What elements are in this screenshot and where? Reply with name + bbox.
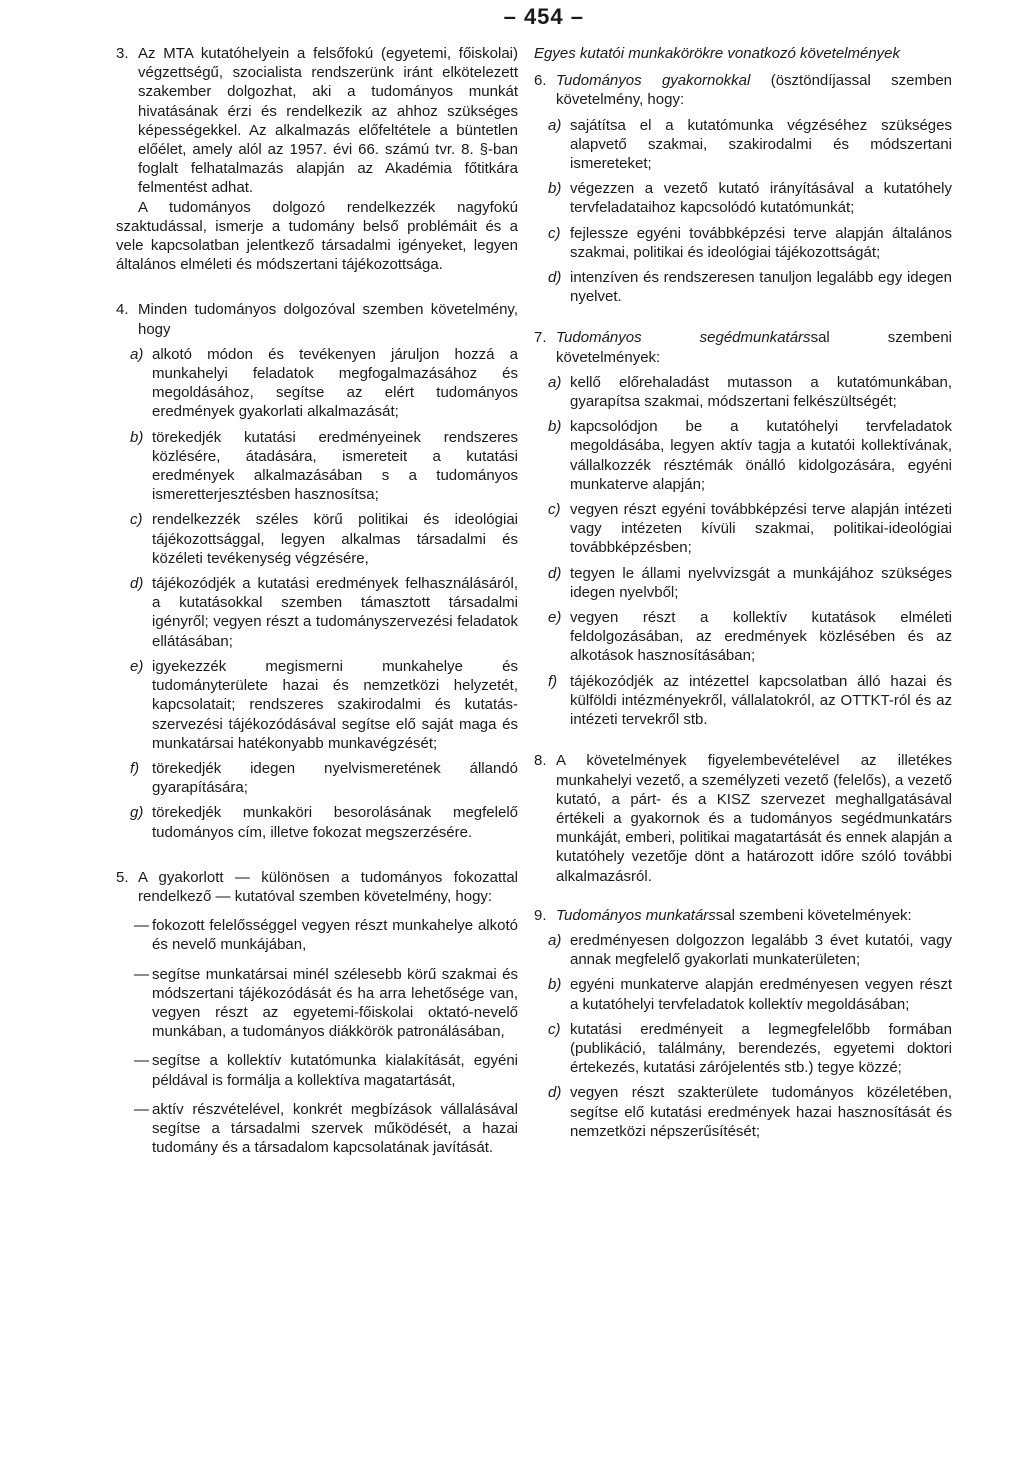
list-label: f) [130, 759, 140, 777]
list-label: e) [130, 657, 144, 675]
list-item [534, 608, 952, 666]
list-label: d) [130, 575, 144, 593]
item-number: 8. [534, 752, 547, 770]
list-item [534, 268, 952, 306]
list-text: tájékozódjék a kutatási eredmények felhasználásáról, a kutatásokkal szemben támasztott társadalmi igényről; vegyen részt a tudományszervezési feladatok ellátásában; [152, 575, 518, 650]
list-item [116, 759, 518, 797]
item-9 [534, 906, 952, 1141]
list-text: kutatási eredményeit a legmegfelelőbb formában (publikáció, találmány, berendezés, egyetemi doktori értekezés, kutatási zárójelentés stb.) tegye közzé; [570, 1020, 952, 1077]
list-text: törekedjék kutatási eredményeinek rendszeres közlésére, átadására, ismereteit a kutatási eredmények alkalmazásában s a tudományos ismeretterjesztésben hasznosítsa; [152, 428, 518, 504]
item-6-lead-emphasis: Tudományos gyakornokkal [556, 72, 751, 90]
list-text: eredményesen dolgozzon legalább 3 évet kutatói, vagy annak megfelelő gyakorlati munkaterületen; [570, 931, 952, 969]
list-label: d) [548, 564, 562, 582]
item-9-lead-rest: sal szembeni követelmények: [715, 906, 912, 924]
list-label: c) [548, 501, 561, 519]
item-8-text: A követelmények figyelembevételével az illetékes munkahelyi vezető, a személyzeti vezető (felelős), a vezető kutató, a párt- és a KISZ szervezet meghallgatásával értékeli a gyakornok és a tudományos segédmunkatárs munkáját, emberi, politikai magatartását és ennek alapján a kutatóhely vezetője dönt a határozott időre szóló további alkalmazásról. [556, 752, 952, 885]
list-text: törekedjék idegen nyelvismeretének állandó gyarapítására; [152, 759, 518, 797]
list-text: sajátítsa el a kutatómunka végzéséhez szükséges alapvető szakmai, szakirodalmi és módszertani ismereteket; [570, 116, 952, 173]
item-3 [116, 44, 518, 274]
list-item [534, 564, 952, 602]
dash-label: — [134, 917, 149, 935]
item-9-lead-emphasis: Tudományos munkatárs [556, 906, 716, 924]
list-item [534, 975, 952, 1013]
item-number: 9. [534, 906, 547, 924]
list-item [534, 224, 952, 262]
item-6 [534, 71, 952, 306]
section-title: Egyes kutatói munkakörökre vonatkozó követelmények [534, 45, 901, 62]
list-text: törekedjék munkaköri besorolásának megfelelő tudományos cím, illetve fokozat megszerzésére. [152, 804, 518, 841]
list-text: vegyen részt szakterülete tudományos közéletében, segítse elő kutatási eredmények hazai hasznosítását és nemzetközi népszerűsítését; [570, 1084, 952, 1140]
list-label: a) [130, 345, 144, 363]
item-7-lead [556, 328, 952, 366]
list-text: kapcsolódjon be a kutatóhelyi tervfeladatok megoldásába, legyen aktív tagja a kutatói kollektívának, vállalkozzék résztémák önálló kidolgozására, egyéni munkaterve alapján; [570, 418, 952, 493]
list-label: a) [548, 931, 562, 949]
item-6-lead [556, 71, 952, 109]
list-text: intenzíven és rendszeresen tanuljon legalább egy idegen nyelvet. [570, 269, 952, 306]
item-4 [116, 300, 518, 841]
list-item [116, 916, 518, 954]
list-item [534, 1083, 952, 1141]
item-3-paragraph-2: A tudományos dolgozó rendelkezzék nagyfokú szaktudással, ismerje a tudomány belső problémáit és a vele kapcsolatban jelentkező társadalmi igényeket, legyen általános elméleti és módszertani tájékozottsága. [116, 198, 518, 274]
item-9-lead [556, 906, 952, 925]
item-7 [534, 328, 952, 729]
list-label: b) [130, 428, 144, 446]
item-7-lead-emphasis: Tudományos segédmunkatárs [556, 329, 811, 347]
list-text: fejlessze egyéni továbbképzési terve alapján általános szakmai, politikai és ideológiai tájékozottságát; [570, 224, 952, 261]
item-number: 5. [116, 868, 129, 886]
list-label: a) [548, 373, 562, 391]
list-text: vegyen részt egyéni továbbképzési terve alapján intézeti vagy intézeten kívüli szakmai, politikai-ideológiai továbbképzésben; [570, 501, 952, 557]
list-item [534, 500, 952, 558]
list-item [116, 345, 518, 422]
list-item [534, 1020, 952, 1078]
dash-label: — [134, 965, 149, 983]
list-text: végezzen a vezető kutató irányításával a kutatóhely tervfeladataihoz kapcsolódó kutatómunkát; [570, 180, 952, 217]
left-column [116, 44, 518, 1175]
list-label: d) [548, 1084, 562, 1102]
list-item [534, 931, 952, 969]
item-7-lead-rest: sal szembeni követelmények: [556, 329, 952, 366]
list-item [534, 417, 952, 494]
right-column [534, 44, 952, 1159]
list-text: tájékozódjék az intézettel kapcsolatban álló hazai és külföldi intézményekről, vállalatokról, az OTTKT-ról és az intézeti tervekről stb. [570, 672, 952, 729]
item-number: 6. [534, 72, 547, 90]
item-6-lead-rest: (ösztöndíjassal szemben követelmény, hogy: [556, 72, 953, 109]
list-item [534, 672, 952, 730]
list-item [534, 116, 952, 174]
list-label: c) [548, 1020, 561, 1038]
item-5 [116, 868, 518, 1158]
item-5-text: A gyakorlott — különösen a tudományos fokozattal rendelkező — kutatóval szemben követelmény, hogy: [138, 868, 518, 905]
list-item [116, 803, 518, 841]
list-text: egyéni munkaterve alapján eredményesen vegyen részt a kutatóhelyi tervfeladatok kollektív megoldásában; [570, 976, 952, 1013]
list-text: tegyen le állami nyelvvizsgát a munkájához szükséges idegen nyelvből; [570, 564, 952, 601]
list-label: c) [548, 224, 561, 242]
list-label: b) [548, 418, 562, 436]
list-text: segítse a kollektív kutatómunka kialakítását, egyéni példával is formálja a kollektíva magatartását, [152, 1052, 518, 1089]
dash-label: — [134, 1052, 149, 1070]
dash-label: — [134, 1100, 149, 1118]
list-text: alkotó módon és tevékenyen járuljon hozzá a munkahelyi feladatok megfogalmazásához és megoldásához, segítse az elért tudományos eredmények gyakorlati alkalmazását; [152, 345, 518, 421]
item-3-text: Az MTA kutatóhelyein a felsőfokú (egyetemi, főiskolai) végzettségű, szocialista rendszerünk iránt elkötelezett szakember dolgozhat, aki a tudományos munkát hivatásának érzi és rendelkezik az ahhoz szükséges képességekkel. Az alkalmazás előfeltétele a büntetlen előélet, amely alól az 1957. évi 66. számú tvr. 8. §-ban foglalt felhatalmazás alapján az Akadémia főtitkára felmentést adhat. [138, 45, 518, 197]
item-4-text: Minden tudományos dolgozóval szemben követelmény, hogy [138, 301, 518, 338]
item-number: 3. [116, 45, 129, 62]
list-text: vegyen részt a kollektív kutatások elméleti feldolgozásában, az eredmények közlésében és az alkotások hasznosításában; [570, 609, 952, 665]
list-label: a) [548, 116, 562, 134]
item-number: 4. [116, 301, 129, 319]
list-label: b) [548, 976, 562, 994]
list-text: aktív részvételével, konkrét megbízások vállalásával segítse a társadalmi szervek működését, a hazai tudomány és a társadalom kapcsolatának javítását. [152, 1100, 518, 1157]
list-item [116, 965, 518, 1042]
list-item [534, 179, 952, 217]
list-item [116, 510, 518, 568]
list-item [534, 373, 952, 411]
list-item [116, 428, 518, 505]
list-item [116, 657, 518, 753]
list-text: igyekezzék megismerni munkahelye és tudományterülete hazai és nemzetközi helyzetét, kapcsolatait; rendszeres szakirodalmi és kutatás-szervezési tájékozódásával segítse elő saját maga és munkatársai hatékonyabb munkavégzését; [152, 657, 518, 752]
list-label: c) [130, 511, 143, 529]
list-label: f) [548, 672, 558, 690]
list-item [116, 574, 518, 651]
list-text: segítse munkatársai minél szélesebb körű szakmai és módszertani tájékozódását és ha arra lehetősége van, vegyen részt az egyetemi-főiskolai oktató-nevelő munkában, a tudományos diákkörök patronálásában, [152, 965, 518, 1041]
list-item [116, 1051, 518, 1089]
item-8 [534, 751, 952, 885]
list-text: fokozott felelősséggel vegyen részt munkahelye alkotó és nevelő munkájában, [152, 917, 518, 954]
list-label: b) [548, 180, 562, 198]
list-text: rendelkezzék széles körű politikai és ideológiai tájékozottsággal, legyen alkalmas társadalmi és közéleti tevékenység végzésére, [152, 511, 518, 567]
list-text: kellő előrehaladást mutasson a kutatómunkában, gyarapítsa szakmai, módszertani felkészültségét; [570, 373, 952, 411]
list-label: d) [548, 269, 562, 287]
list-label: g) [130, 804, 144, 822]
list-item [116, 1100, 518, 1158]
page-number: – 454 – [503, 4, 584, 29]
list-label: e) [548, 609, 562, 627]
item-number: 7. [534, 329, 547, 347]
